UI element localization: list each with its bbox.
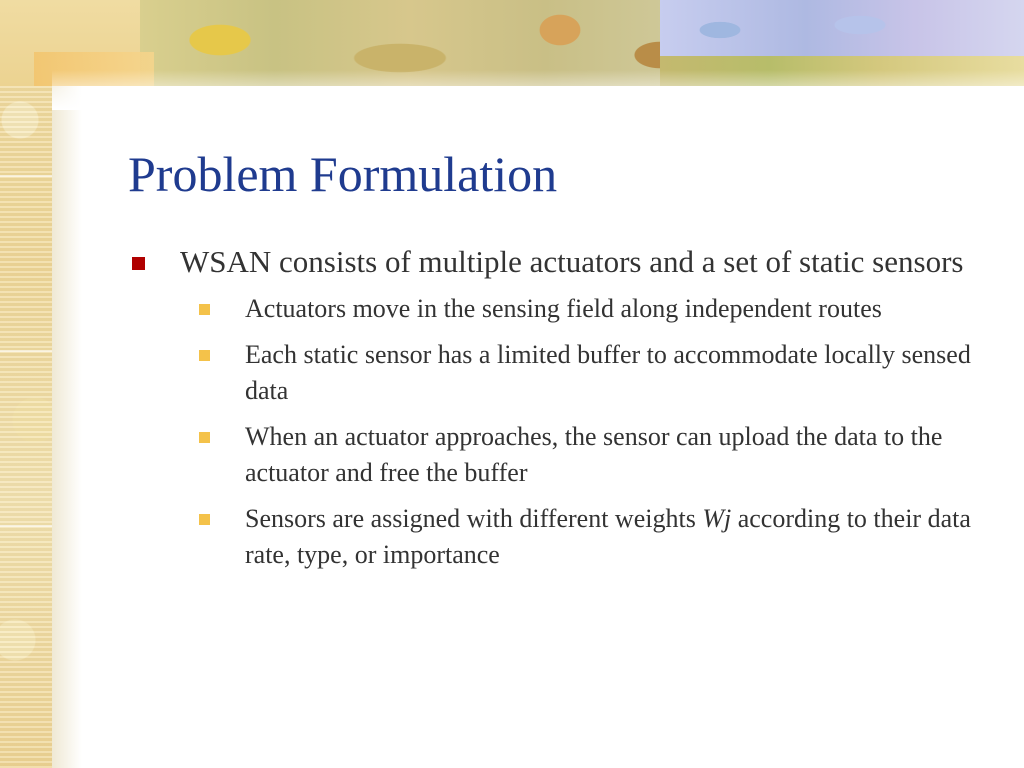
banner-fade — [52, 70, 1024, 110]
bullet-item — [128, 243, 988, 573]
square-bullet-icon — [199, 304, 210, 315]
left-band-seam — [0, 350, 52, 352]
square-bullet-icon — [199, 514, 210, 525]
sub-bullet-text-part: according to their data rate, type, or importance — [245, 504, 971, 569]
sub-bullet-text-part: Sensors are assigned with different weights — [245, 504, 703, 533]
sub-bullet-item — [128, 419, 988, 491]
left-decorative-band — [0, 0, 52, 768]
left-band-seam — [0, 525, 52, 527]
bullet-list — [128, 243, 988, 583]
sub-bullet-text: Each static sensor has a limited buffer to accommodate locally sensed data — [245, 340, 971, 405]
slide-title: Problem Formulation — [128, 146, 558, 202]
left-band-seam — [0, 175, 52, 177]
sub-bullet-item — [128, 501, 988, 573]
sub-bullet-item — [128, 291, 988, 327]
square-bullet-icon — [132, 257, 145, 270]
sub-bullet-text — [245, 501, 988, 573]
square-bullet-icon — [199, 432, 210, 443]
sub-bullet-item — [128, 337, 988, 409]
sub-bullet-text: Actuators move in the sensing field along independent routes — [245, 294, 882, 323]
sub-bullet-text: When an actuator approaches, the sensor can upload the data to the actuator and free the buffer — [245, 422, 943, 487]
bullet-text: WSAN consists of multiple actuators and a set of static sensors — [180, 244, 964, 279]
square-bullet-icon — [199, 350, 210, 361]
sub-bullet-list — [180, 291, 988, 573]
weight-symbol: Wj — [702, 504, 732, 533]
top-banner-blue — [660, 0, 1024, 60]
